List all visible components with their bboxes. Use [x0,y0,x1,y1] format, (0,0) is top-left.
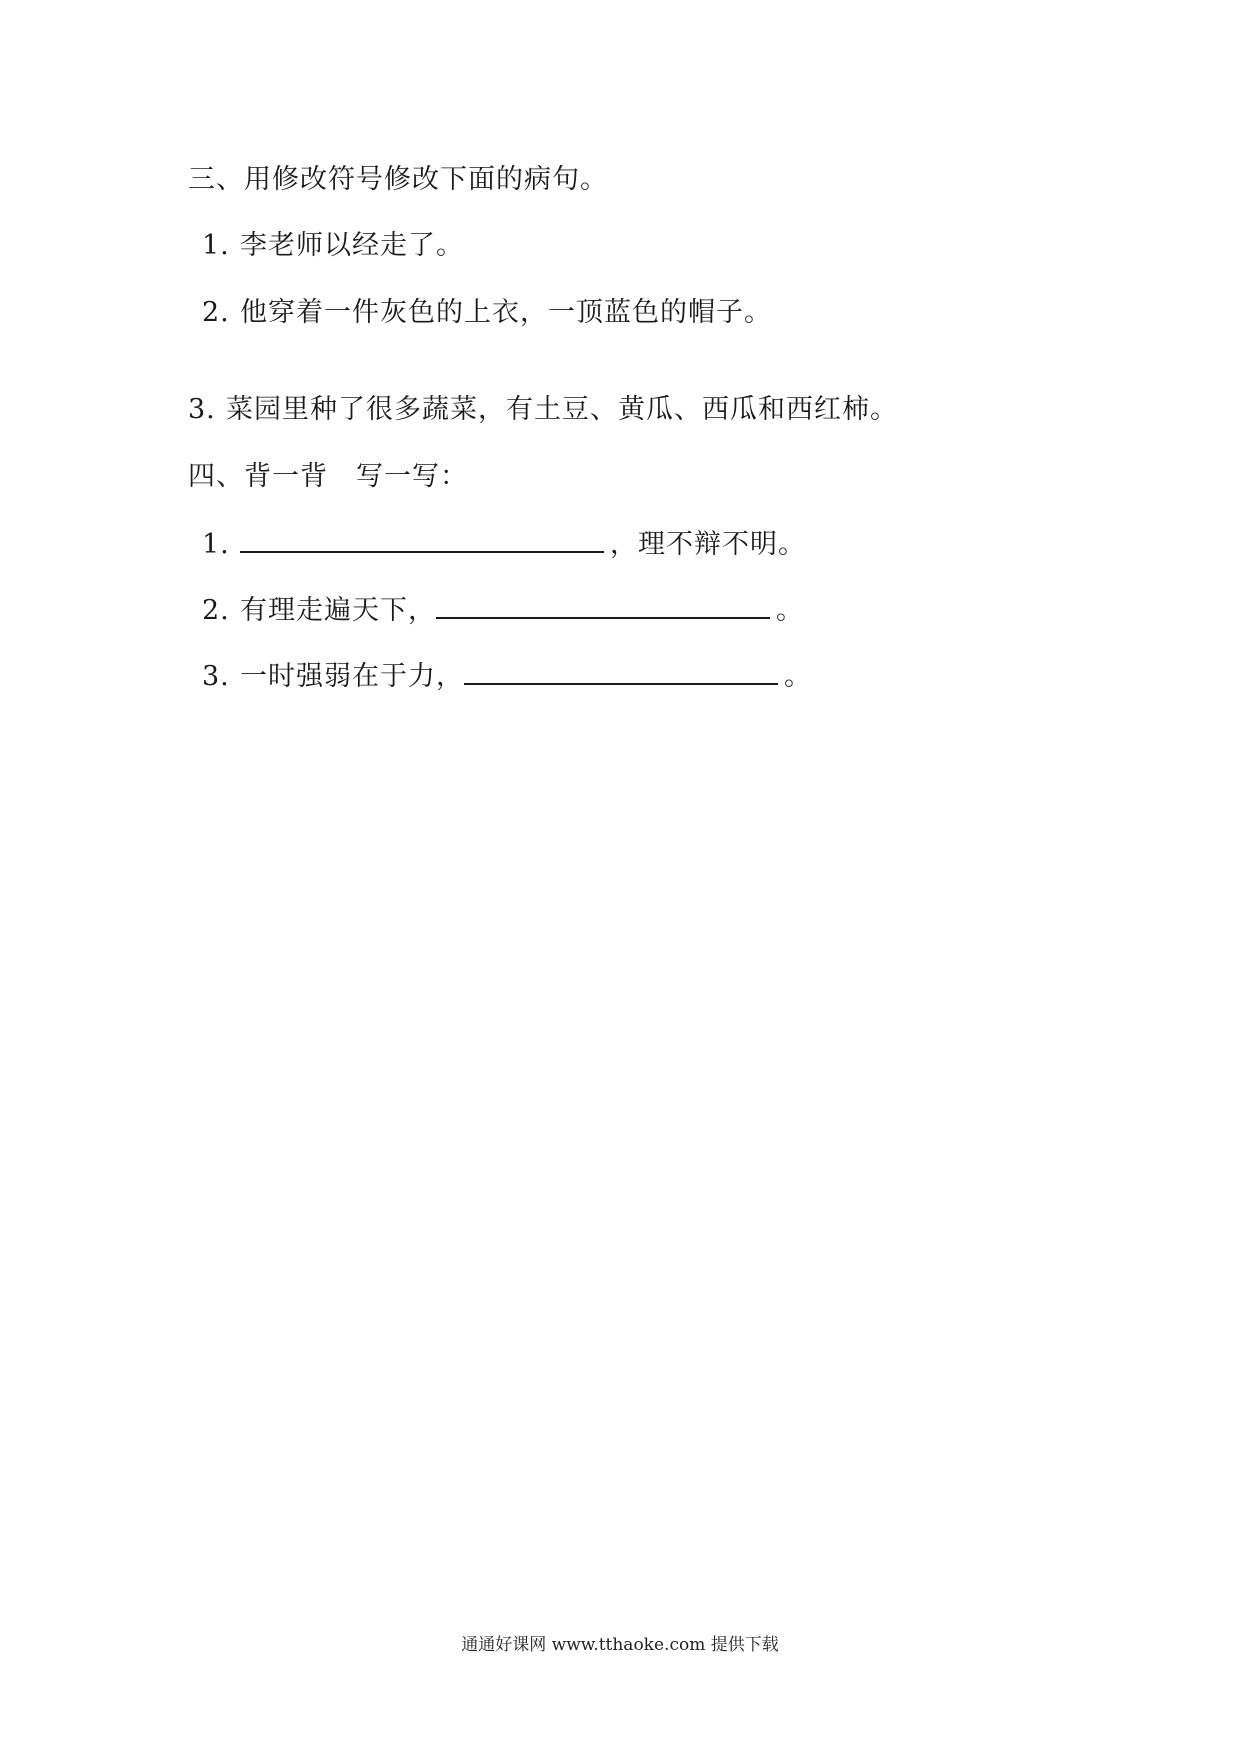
item-text: 他穿着一件灰色的上衣，一顶蓝色的帽子。 [240,297,772,328]
section-4-item-2 [202,591,804,628]
footer-credit: 通通好课网 www.tthaoke.com 提供下载 [461,1635,779,1655]
answer-blank[interactable] [240,525,604,553]
item-number: 2. [202,297,230,328]
item-number: 2. [202,595,230,626]
section-4-item-3 [202,657,812,694]
item-prefix: 一时强弱在于力， [240,661,464,692]
section-3-item-1 [202,229,464,263]
item-number: 1. [202,529,230,560]
item-number: 3. [202,661,230,692]
section-3-item-2 [202,296,772,330]
item-suffix: ，理不辩不明。 [610,529,806,560]
section-4-item-1 [202,525,806,562]
item-number: 3. [188,394,216,425]
answer-blank[interactable] [464,657,778,685]
section-3-item-3 [188,393,898,427]
section-4-heading: 四、背一背 写一写： [188,461,468,492]
item-text: 李老师以经走了。 [240,230,464,261]
item-suffix: 。 [784,661,812,692]
item-text: 菜园里种了很多蔬菜，有土豆、黄瓜、西瓜和西红柿。 [226,394,898,425]
answer-blank[interactable] [436,591,770,619]
item-prefix: 有理走遍天下， [240,595,436,626]
section-3-heading: 三、用修改符号修改下面的病句。 [188,164,608,195]
item-suffix: 。 [776,595,804,626]
item-number: 1. [202,230,230,261]
